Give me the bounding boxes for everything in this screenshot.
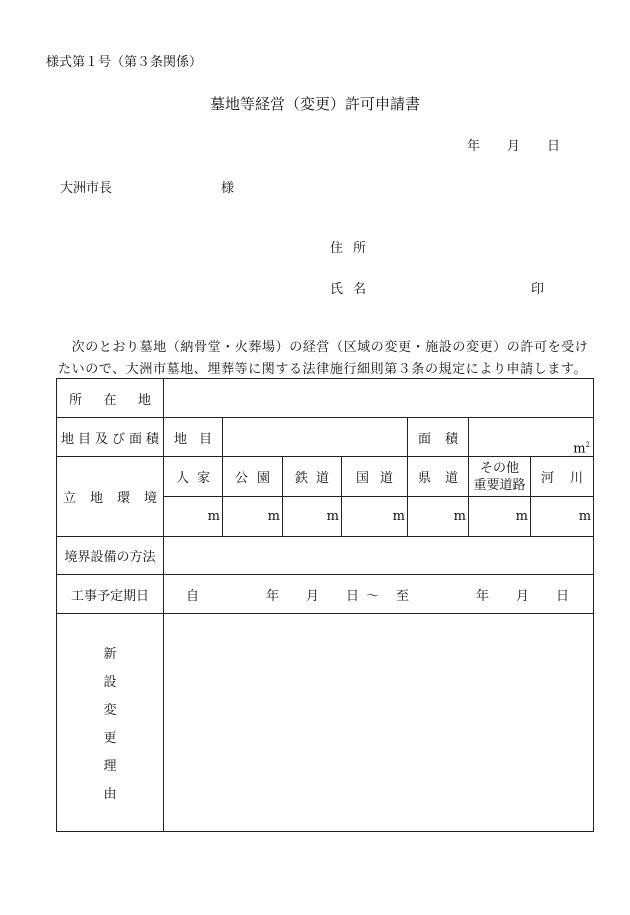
date-month: 月 [507,139,521,154]
boundary-field[interactable] [164,537,594,575]
area-field[interactable]: $m^2$ [469,418,594,457]
env-header-other-roads: その他 重要道路 [469,457,531,497]
land-type-field[interactable] [223,418,408,457]
land-area-label-cell: 地 目 及 び 面 積 [57,418,164,457]
distance-park[interactable]: m [223,497,283,537]
boundary-label: 境界設備の方法 [57,537,164,575]
construction-label: 工事予定期日 [57,575,164,614]
addressee-name: 大洲市長 [60,181,113,196]
distance-railway[interactable]: m [283,497,342,537]
name-label: 氏名 [330,282,377,297]
env-header-railway: 鉄 道 [283,457,342,497]
distance-prefectural-road[interactable]: m [408,497,469,537]
env-header-prefectural-road: 県 道 [408,457,469,497]
env-header-river: 河 川 [531,457,594,497]
location-label-cell: 所 在 地 [57,379,164,418]
location-field[interactable] [164,379,594,418]
construction-period-field[interactable]: 自 年 月 日 ～ 至 年 月 日 [164,575,594,614]
reason-field[interactable] [164,614,594,832]
form-number: 様式第１号（第３条関係） [46,55,203,70]
env-header-national-road: 国 道 [342,457,408,497]
environment-label-cell: 立 地 環 境 [57,457,164,537]
area-label: 面 積 [408,418,469,457]
distance-houses[interactable]: m [164,497,223,537]
reason-label-cell: 新 設 変 更 理 由 [57,614,164,832]
address-label: 住所 [330,241,377,256]
land-type-label: 地 目 [164,418,223,457]
application-statement: 次のとおり墓地（納骨堂・火葬場）の経営（区域の変更・施設の変更）の許可を受けたいので、大洲市墓地、埋葬等に関する法律施行細則第３条の規定により申請します。 [58,340,589,377]
distance-river[interactable]: m [531,497,594,537]
env-header-park: 公 園 [223,457,283,497]
date-year: 年 [467,139,481,154]
addressee-suffix: 様 [221,181,235,196]
application-form-table [56,378,594,832]
document-title: 墓地等経営（変更）許可申請書 [209,95,420,113]
distance-national-road[interactable]: m [342,497,408,537]
distance-other-roads[interactable]: m [469,497,531,537]
seal-mark: 印 [531,282,545,297]
date-day: 日 [547,139,561,154]
env-header-houses: 人 家 [164,457,223,497]
